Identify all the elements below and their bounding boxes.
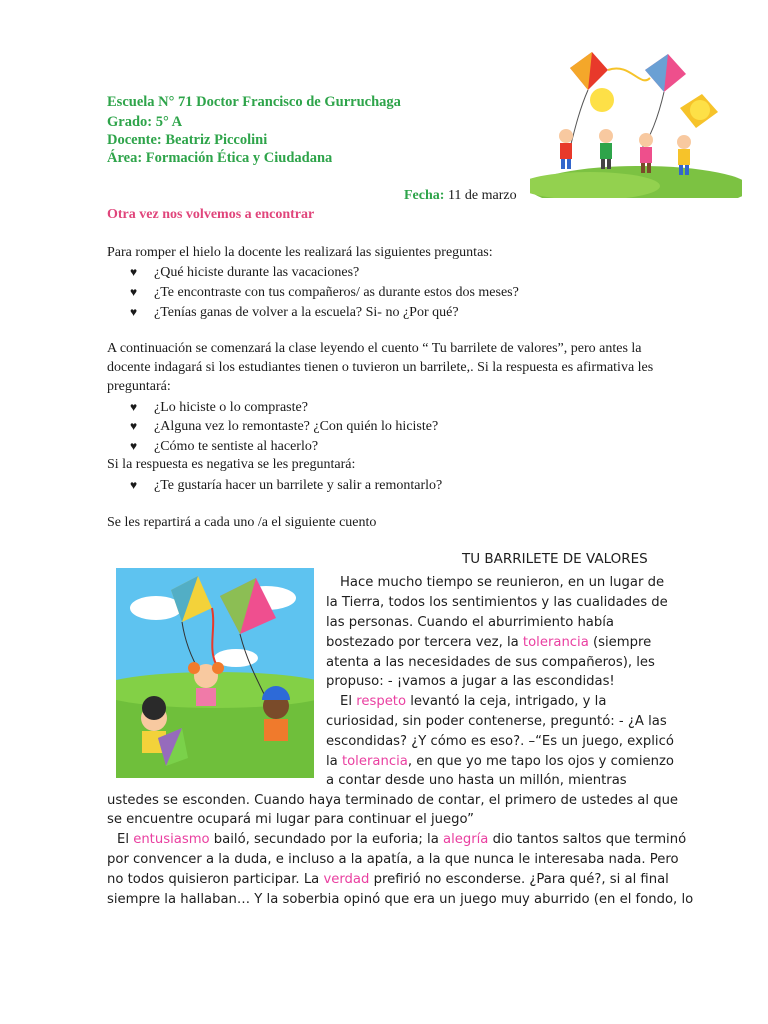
list-item: ♥ ¿Cómo te sentiste al hacerlo? — [130, 436, 318, 457]
heart-icon: ♥ — [130, 439, 138, 453]
story-line: El entusiasmo bailó, secundado por la euforia; la alegría dio tantos saltos que terminó — [117, 832, 687, 847]
keyword-respeto: respeto — [356, 694, 407, 709]
story-line: la Tierra, todos los sentimientos y las cualidades de — [326, 595, 668, 610]
heart-icon: ♥ — [130, 305, 138, 319]
list-item: ♥ ¿Tenías ganas de volver a la escuela? Si- no ¿Por qué? — [130, 302, 459, 323]
heart-icon: ♥ — [130, 419, 138, 433]
paragraph-line: docente indagará si los estudiantes tienen o tuvieron un barrilete,. Si la respuesta es afirmativa les — [107, 360, 654, 375]
story-line: Hace mucho tiempo se reunieron, en un lugar de — [340, 575, 665, 590]
heart-icon: ♥ — [130, 265, 138, 279]
story-line: curiosidad, sin poder contenerse, preguntó: - ¿A las — [326, 714, 667, 729]
keyword-tolerancia: tolerancia — [341, 754, 408, 769]
story-line: ustedes se esconden. Cuando haya terminado de contar, el primero de ustedes al que — [107, 793, 679, 808]
keyword-verdad: verdad — [323, 872, 370, 887]
story-line: no todos quisieron participar. La verdad prefirió no esconderse. ¿Para qué?, si al final — [107, 872, 669, 887]
school-name: Escuela N° 71 Doctor Francisco de Gurruchaga — [107, 94, 401, 110]
activity-subtitle: Otra vez nos volvemos a encontrar — [107, 207, 315, 222]
handout-text: Se les repartirá a cada uno /a el siguiente cuento — [107, 515, 377, 530]
story-line: la tolerancia, en que yo me tapo los ojos y comienzo — [326, 754, 674, 769]
story-line: El respeto levantó la ceja, intrigado, y la — [340, 694, 607, 709]
story-illustration — [116, 568, 314, 778]
story-title: TU BARRILETE DE VALORES — [462, 551, 648, 567]
heart-icon: ♥ — [130, 400, 138, 414]
keyword-alegria: alegría — [442, 832, 489, 847]
story-line: a contar desde uno hasta un millón, mientras — [326, 773, 627, 788]
heart-icon: ♥ — [130, 285, 138, 299]
paragraph-line: preguntará: — [107, 379, 171, 394]
keyword-entusiasmo: entusiasmo — [133, 832, 210, 847]
list-item: ♥ ¿Te encontraste con tus compañeros/ as durante estos dos meses? — [130, 282, 519, 303]
list-item: ♥ ¿Te gustaría hacer un barrilete y salir a remontarlo? — [130, 475, 442, 496]
story-line: atenta a las necesidades de sus compañeros), les — [326, 655, 655, 670]
story-line: las personas. Cuando el aburrimiento había — [326, 615, 615, 630]
story-line: escondidas? ¿Y cómo es eso?. –“Es un juego, explicó — [326, 734, 674, 749]
list-item: ♥ ¿Qué hiciste durante las vacaciones? — [130, 262, 359, 283]
grade: Grado: 5° A — [107, 114, 183, 130]
date-value: 11 de marzo — [447, 188, 517, 203]
story-line: bostezado por tercera vez, la tolerancia (siempre — [326, 635, 652, 650]
teacher: Docente: Beatriz Piccolini — [107, 132, 268, 148]
area: Área: Formación Ética y Ciudadana — [107, 150, 333, 166]
heart-icon: ♥ — [130, 478, 138, 492]
story-line: siempre la hallaban… Y la soberbia opinó que era un juego muy aburrido (en el fondo, lo — [107, 892, 694, 907]
keyword-tolerancia: tolerancia — [522, 635, 589, 650]
story-line: se encuentre ocupará mi lugar para continuar el juego” — [107, 812, 474, 827]
paragraph-line: A continuación se comenzará la clase leyendo el cuento “ Tu barrilete de valores”, pero antes la — [107, 341, 642, 356]
list-item: ♥ ¿Lo hiciste o lo compraste? — [130, 397, 308, 418]
story-line: propuso: - ¡vamos a jugar a las escondidas! — [326, 674, 615, 689]
negative-intro: Si la respuesta es negativa se les preguntará: — [107, 457, 356, 472]
story-line: por convencer a la duda, e incluso a la apatía, a la que nunca le interesaba nada. Pero — [107, 852, 679, 867]
intro-text: Para romper el hielo la docente les realizará las siguientes preguntas: — [107, 245, 493, 260]
list-item: ♥ ¿Alguna vez lo remontaste? ¿Con quién lo hiciste? — [130, 416, 438, 437]
date-label: Fecha: — [404, 188, 445, 203]
kids-kites-clipart — [530, 48, 742, 198]
date-line — [404, 186, 517, 206]
